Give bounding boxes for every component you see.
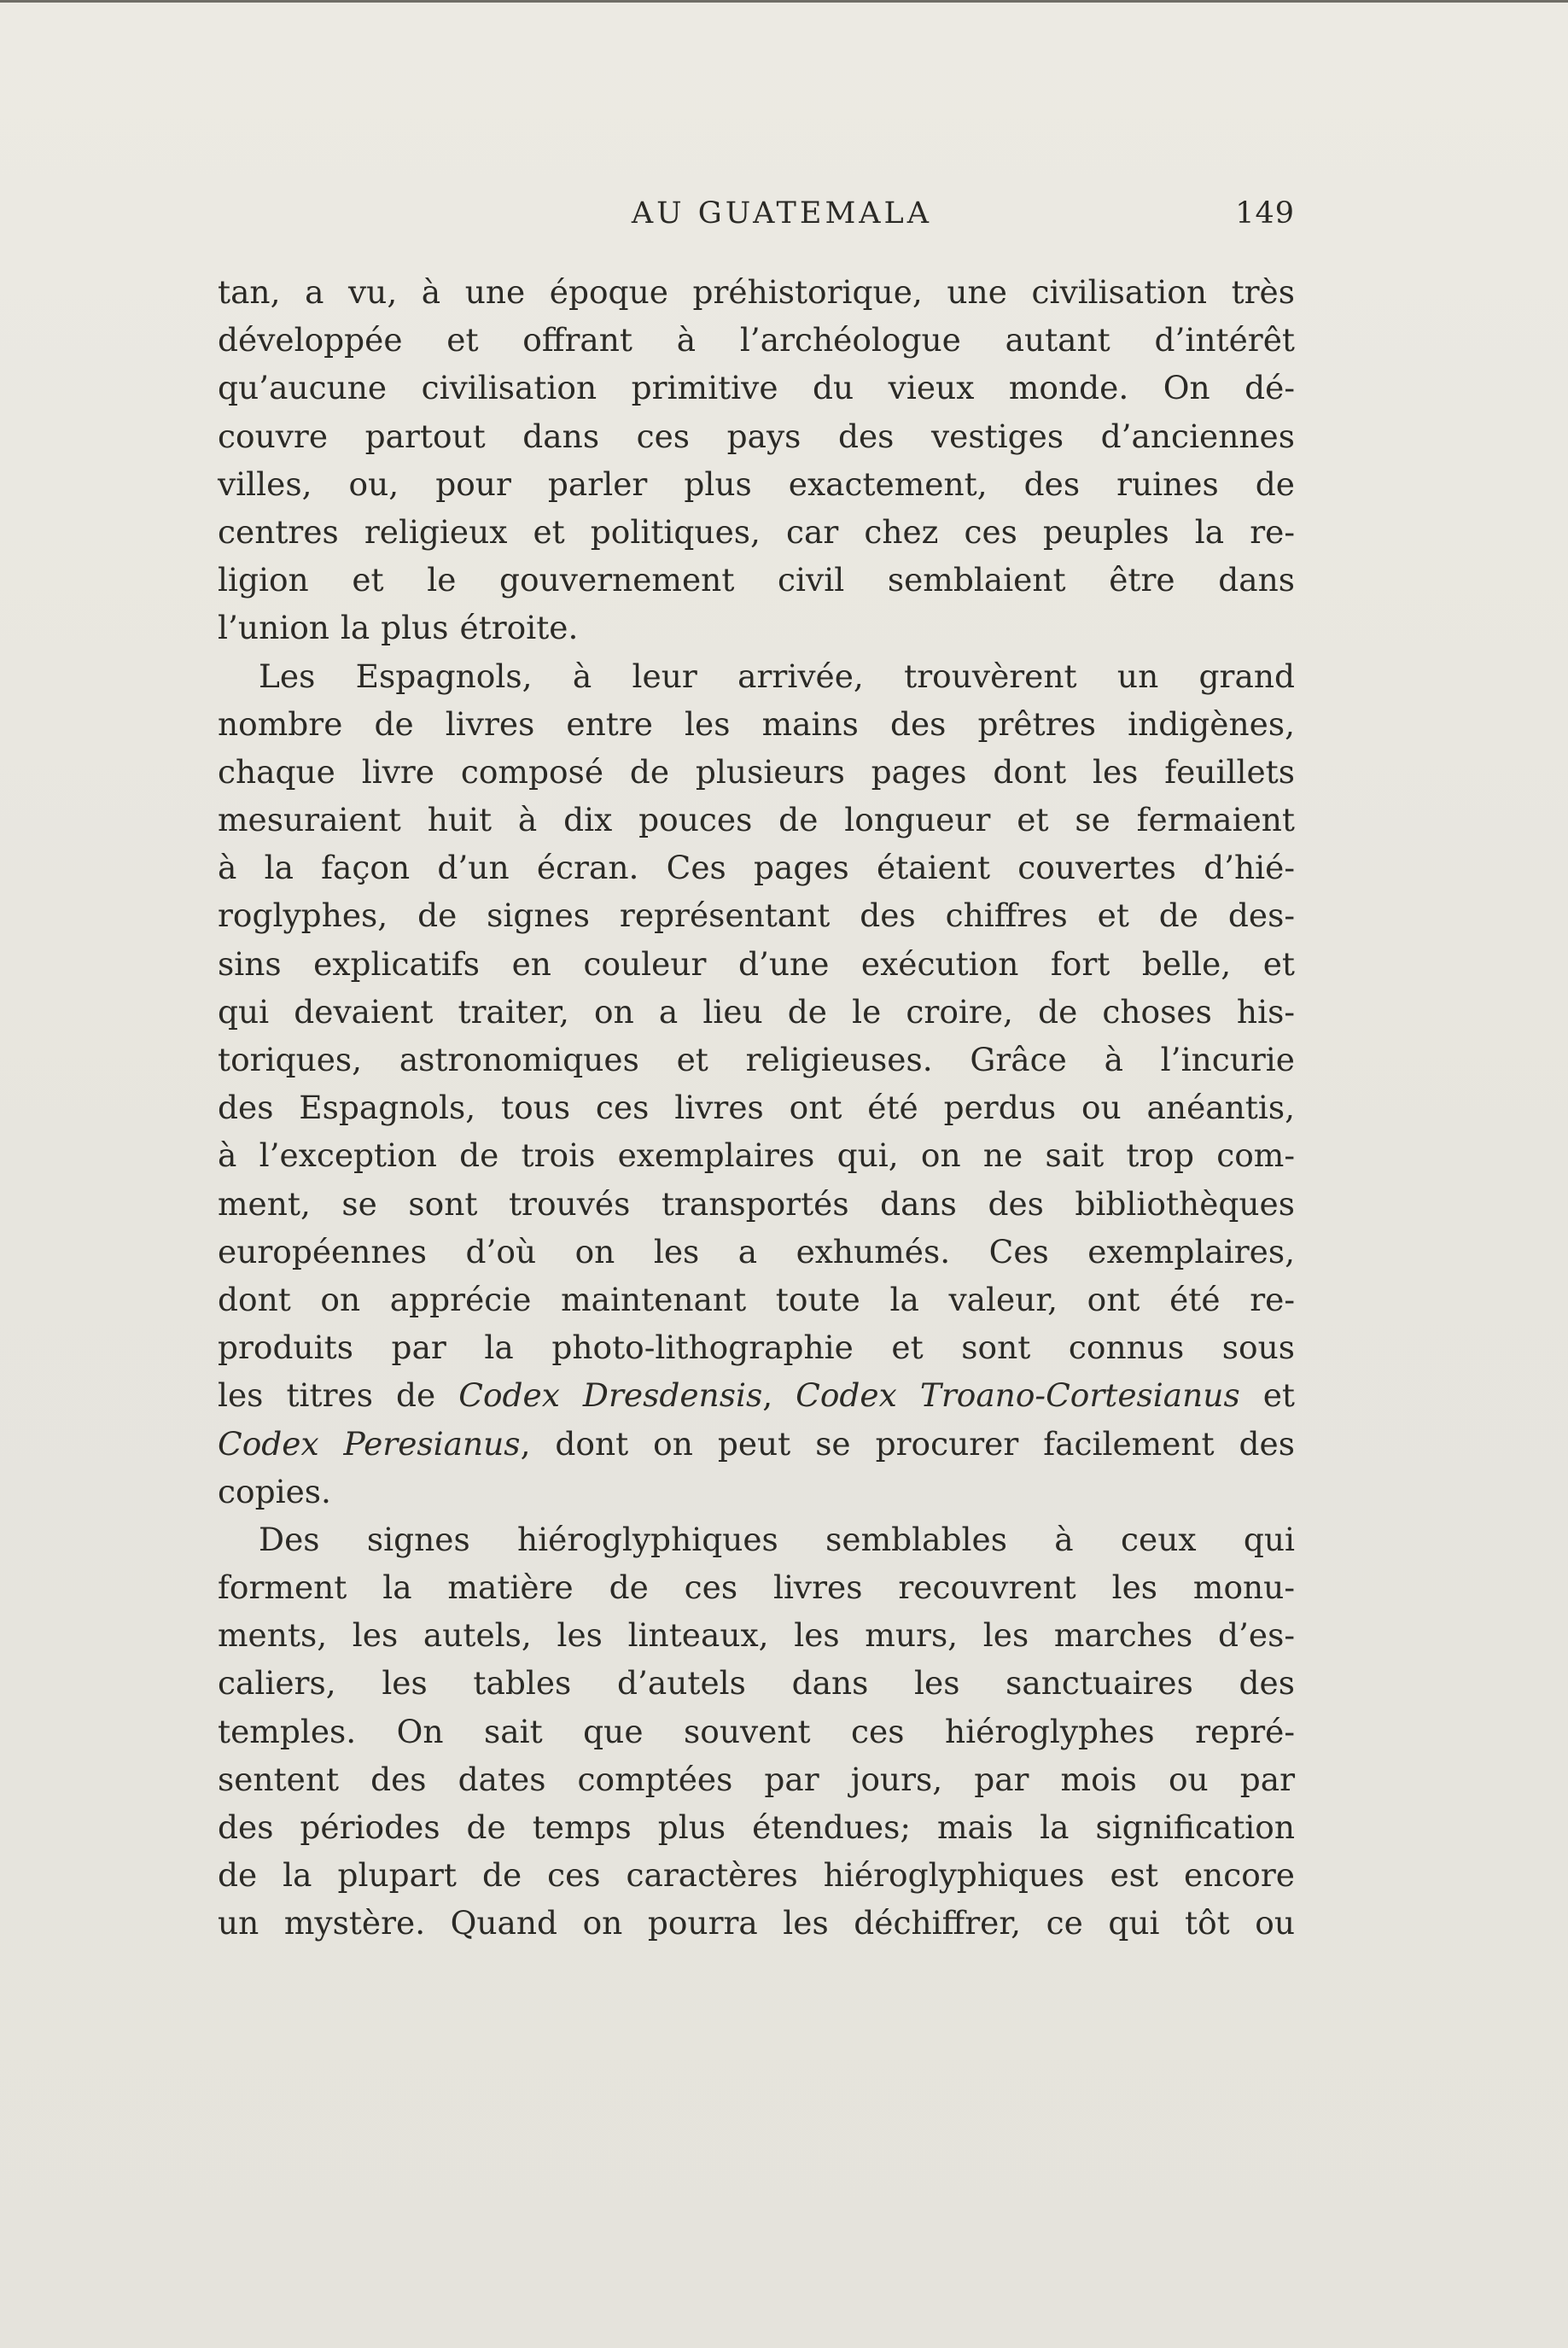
text-line: à l’exception de trois exemplaires qui, on ne sait trop com- xyxy=(218,1136,1295,1175)
page-number: 149 xyxy=(1235,196,1295,231)
text-line: sentent des dates comptées par jours, par mois ou par xyxy=(218,1760,1295,1798)
text-line: à la façon d’un écran. Ces pages étaient couvertes d’hié- xyxy=(218,849,1295,887)
text-line: centres religieux et politiques, car chez ces peuples la re- xyxy=(218,512,1295,551)
paragraph-3 xyxy=(218,1516,1295,1948)
text-line: ment, se sont trouvés transportés dans des bibliothèques xyxy=(218,1184,1295,1223)
text-line: développée et offrant à l’archéologue autant d’intérêt xyxy=(218,321,1295,359)
text-line: qui devaient traiter, on a lieu de le croire, de choses his- xyxy=(218,992,1295,1031)
text-line-codex-titles: les titres de Codex Dresdensis, Codex Troano-Cortesianus et xyxy=(218,1376,1295,1415)
text-line: qu’aucune civilisation primitive du vieux monde. On dé- xyxy=(218,369,1295,407)
running-head xyxy=(218,192,1295,235)
text-line: l’union la plus étroite. xyxy=(218,609,579,647)
text-line: Des signes hiéroglyphiques semblables à ceux qui xyxy=(259,1520,1295,1558)
top-edge-rule xyxy=(0,0,1568,3)
paragraph-2 xyxy=(218,652,1295,1516)
text-line: un mystère. Quand on pourra les déchiffrer, ce qui tôt ou xyxy=(218,1904,1295,1942)
text-line: ligion et le gouvernement civil semblaient être dans xyxy=(218,561,1295,599)
text-line-codex-titles-2: Codex Peresianus, dont on peut se procurer facilement des xyxy=(218,1424,1295,1463)
text-line: des périodes de temps plus étendues; mais la signification xyxy=(218,1808,1295,1846)
text-line: sins explicatifs en couleur d’une exécution fort belle, et xyxy=(218,944,1295,983)
text-line: tan, a vu, à une époque préhistorique, une civilisation très xyxy=(218,273,1295,311)
text-line: de la plupart de ces caractères hiéroglyphiques est encore xyxy=(218,1856,1295,1895)
text-line: villes, ou, pour parler plus exactement, des ruines de xyxy=(218,464,1295,503)
text-line: forment la matière de ces livres recouvrent les monu- xyxy=(218,1568,1295,1607)
paragraph-1 xyxy=(218,268,1295,652)
text-line: couvre partout dans ces pays des vestiges d’anciennes xyxy=(218,417,1295,455)
running-head-title: AU GUATEMALA xyxy=(631,196,933,231)
text-line: produits par la photo-lithographie et sont connus sous xyxy=(218,1329,1295,1367)
text-line: nombre de livres entre les mains des prêtres indigènes, xyxy=(218,704,1295,743)
text-line: chaque livre composé de plusieurs pages dont les feuillets xyxy=(218,752,1295,791)
body-text xyxy=(218,268,1295,1948)
codex-title: Codex Dresdensis xyxy=(458,1376,763,1415)
text-line: Les Espagnols, à leur arrivée, trouvèrent un grand xyxy=(259,657,1295,695)
text-line: mesuraient huit à dix pouces de longueur et se fermaient xyxy=(218,801,1295,839)
text-line: temples. On sait que souvent ces hiéroglyphes repré- xyxy=(218,1712,1295,1750)
text-line: roglyphes, de signes représentant des chiffres et de des- xyxy=(218,897,1295,935)
text-line: ments, les autels, les linteaux, les murs, les marches d’es- xyxy=(218,1616,1295,1655)
text-line: des Espagnols, tous ces livres ont été perdus ou anéantis, xyxy=(218,1089,1295,1127)
codex-title: Codex Peresianus xyxy=(218,1424,521,1463)
text-line: caliers, les tables d’autels dans les sanctuaires des xyxy=(218,1664,1295,1703)
text-line: européennes d’où on les a exhumés. Ces exemplaires, xyxy=(218,1232,1295,1270)
text-line: copies. xyxy=(218,1472,331,1510)
text-line: toriques, astronomiques et religieuses. Grâce à l’incurie xyxy=(218,1041,1295,1078)
codex-title: Codex Troano-Cortesianus xyxy=(796,1376,1240,1415)
text-line: dont on apprécie maintenant toute la valeur, ont été re- xyxy=(218,1280,1295,1318)
